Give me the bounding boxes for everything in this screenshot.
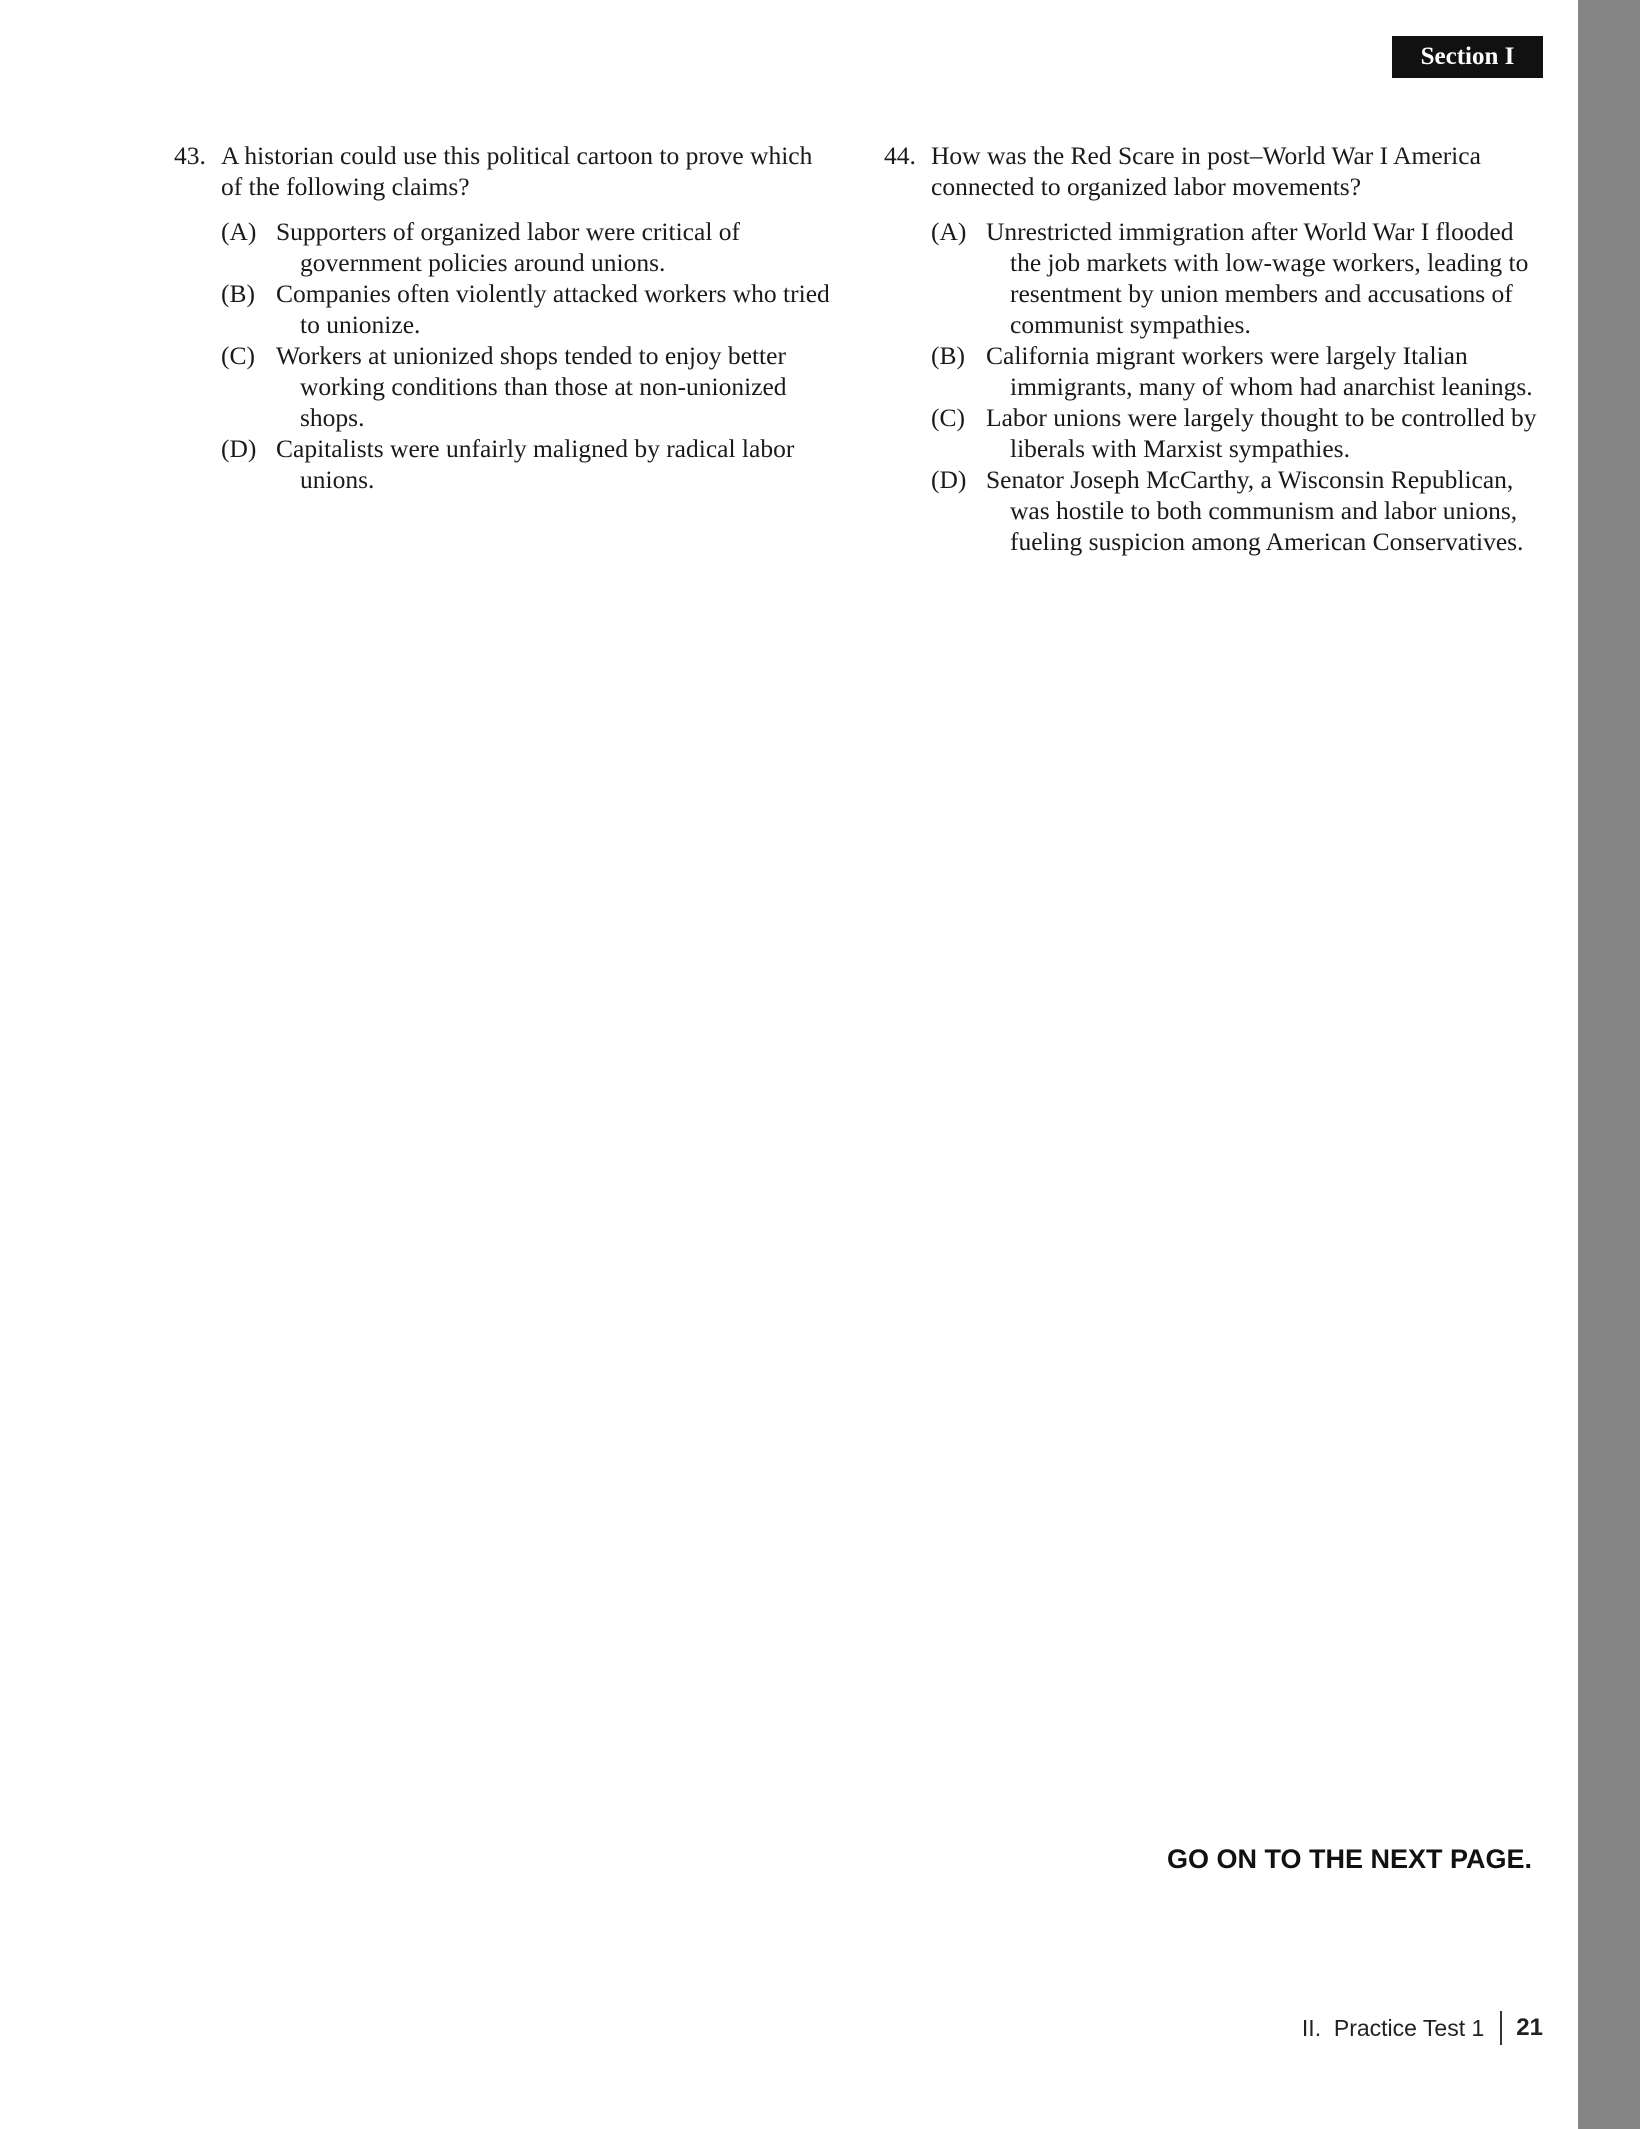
- answer-choice-c: [931, 402, 1544, 464]
- question-text: A historian could use this political cartoon to prove which of the following claims?: [221, 141, 813, 201]
- answer-choice-b: [931, 340, 1544, 402]
- choice-text: Capitalists were unfairly maligned by radical labor unions.: [276, 434, 795, 494]
- question-stem: [884, 140, 1544, 202]
- question-44: [884, 140, 1544, 557]
- answer-choice-d: [931, 464, 1544, 557]
- question-43: [174, 140, 834, 495]
- answer-choices: [174, 216, 834, 495]
- choice-letter: (B): [931, 341, 965, 370]
- answer-choice-a: [931, 216, 1544, 340]
- question-number: 44.: [884, 141, 916, 170]
- question-number: 43.: [174, 141, 206, 170]
- answer-choice-d: [221, 433, 834, 495]
- choice-text: Unrestricted immigration after World War I flooded the job markets with low-wage workers, leading to resentment by union members and accusations of communist sympathies.: [986, 217, 1529, 339]
- section-label: Section I: [1392, 36, 1543, 78]
- question-text: How was the Red Scare in post–World War I America connected to organized labor movements?: [931, 141, 1481, 201]
- choice-letter: (D): [931, 465, 967, 494]
- choice-text: Workers at unionized shops tended to enjoy better working conditions than those at non-unionized shops.: [276, 341, 787, 432]
- answer-choices: [884, 216, 1544, 557]
- choice-text: Companies often violently attacked workers who tried to unionize.: [276, 279, 830, 339]
- footer-divider: [1500, 2011, 1502, 2045]
- page-footer: [1100, 2010, 1543, 2046]
- choice-letter: (C): [931, 403, 965, 432]
- choice-letter: (A): [221, 217, 257, 246]
- page-edge-bar: [1578, 0, 1640, 2129]
- question-stem: [174, 140, 834, 202]
- go-on-instruction: GO ON TO THE NEXT PAGE.: [1166, 1844, 1532, 1874]
- answer-choice-c: [221, 340, 834, 433]
- choice-text: California migrant workers were largely Italian immigrants, many of whom had anarchist leanings.: [986, 341, 1533, 401]
- choice-text: Senator Joseph McCarthy, a Wisconsin Republican, was hostile to both communism and labor unions, fueling suspicion among American Conservatives.: [986, 465, 1524, 556]
- answer-choice-a: [221, 216, 834, 278]
- answer-choice-b: [221, 278, 834, 340]
- footer-chapter: II. Practice Test 1: [1301, 2015, 1485, 2041]
- choice-letter: (C): [221, 341, 255, 370]
- choice-text: Supporters of organized labor were critical of government policies around unions.: [276, 217, 741, 277]
- page-number: 21: [1516, 2014, 1543, 2041]
- choice-letter: (A): [931, 217, 967, 246]
- choice-text: Labor unions were largely thought to be controlled by liberals with Marxist sympathies.: [986, 403, 1537, 463]
- choice-letter: (B): [221, 279, 255, 308]
- choice-letter: (D): [221, 434, 257, 463]
